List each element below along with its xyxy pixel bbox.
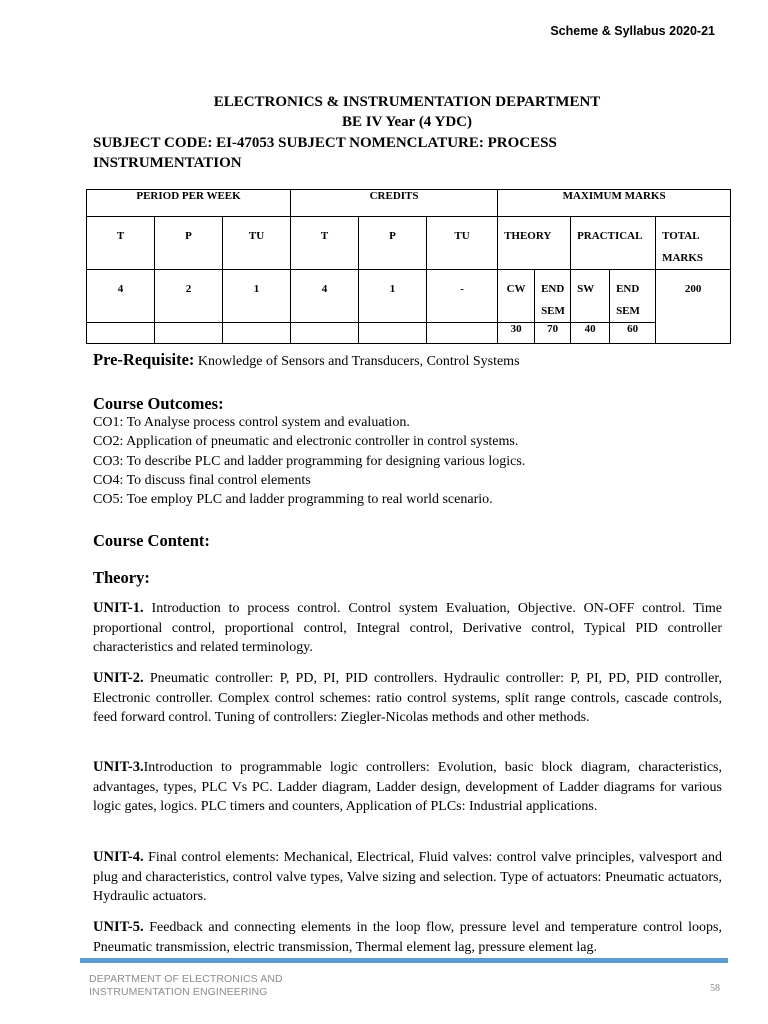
value-practical-end-sem: 60 (610, 323, 656, 344)
course-outcome-item: CO1: To Analyse process control system and evaluation. (93, 415, 410, 430)
footer-department (89, 973, 283, 999)
label-theory-end-sem: END SEM (535, 270, 571, 323)
header-maximum-marks: MAXIMUM MARKS (498, 190, 731, 217)
unit-1-label: UNIT-1. (93, 600, 144, 616)
sub-header-p: P (155, 217, 223, 270)
unit-5 (93, 918, 722, 957)
unit-4 (93, 848, 722, 907)
prerequisite (93, 350, 520, 370)
course-outcome-item: CO3: To describe PLC and ladder programming for designing various logics. (93, 454, 526, 469)
sub-header-t: T (87, 217, 155, 270)
header-period-per-week: PERIOD PER WEEK (87, 190, 291, 217)
unit-2-label: UNIT-2. (93, 670, 144, 686)
unit-3-text: Introduction to programmable logic controllers: Evolution, basic block diagram, characteristics, advantages, types, PLC Vs PC. Ladder diagram, Ladder design, development of Ladder diagrams for various logic gates, logics. PLC timers and counters, Application of PLCs: Industrial applications. (93, 760, 722, 815)
subject-line-2: INSTRUMENTATION (93, 155, 242, 171)
value-theory-end-sem: 70 (535, 323, 571, 344)
unit-5-label: UNIT-5. (93, 919, 144, 935)
value-period-t: 4 (87, 270, 155, 323)
value-cw: 30 (498, 323, 535, 344)
unit-2 (93, 669, 722, 728)
value-total-marks: 200 (656, 270, 731, 344)
footer-dept-line-2: INSTRUMENTATION ENGINEERING (89, 986, 268, 998)
course-content-title: Course Content: (93, 531, 210, 550)
footer-dept-line-1: DEPARTMENT OF ELECTRONICS AND (89, 973, 283, 985)
unit-4-label: UNIT-4. (93, 849, 144, 865)
unit-3 (93, 758, 722, 817)
footer-rule (80, 958, 728, 963)
label-sw: SW (571, 270, 610, 323)
unit-2-text: Pneumatic controller: P, PD, PI, PID controllers. Hydraulic controller: P, PI, PD, PID controller, Electronic controller. Complex control schemes: ratio control systems, split range controls, cascade controls, feed forward control. Tuning of controllers: Ziegler-Nicolas methods and other methods. (93, 671, 722, 726)
prerequisite-label: Pre-Requisite: (93, 350, 195, 369)
department-title: ELECTRONICS & INSTRUMENTATION DEPARTMENT (213, 94, 601, 110)
value-credit-p: 1 (359, 270, 427, 323)
sub-header-credit-p: P (359, 217, 427, 270)
marks-table (86, 189, 731, 344)
sub-header-credit-tu: TU (427, 217, 498, 270)
sub-header-total-marks: TOTAL MARKS (656, 217, 731, 270)
year-title: BE IV Year (4 YDC) (342, 114, 472, 130)
unit-1-text: Introduction to process control. Control system Evaluation, Objective. ON-OFF control. Time proportional control, proportional control, Integral control, Derivative control, Typical PID controller characteristics and related terminology. (93, 601, 722, 656)
scheme-header: Scheme & Syllabus 2020-21 (550, 24, 715, 38)
header-credits: CREDITS (291, 190, 498, 217)
label-practical-end-sem: END SEM (610, 270, 656, 323)
label-cw: CW (498, 270, 535, 323)
sub-header-theory: THEORY (498, 217, 571, 270)
course-outcome-item: CO4: To discuss final control elements (93, 473, 311, 488)
sub-header-credit-t: T (291, 217, 359, 270)
subject-line-1: SUBJECT CODE: EI-47053 SUBJECT NOMENCLATURE: PROCESS (93, 135, 557, 151)
unit-4-text: Final control elements: Mechanical, Electrical, Fluid valves: control valve principles, valvesport and plug and characteristics, control valve types, Valve sizing and selection. Type of actuators: Pneumatic actuators, Hydraulic actuators. (93, 850, 722, 905)
course-outcomes-title: Course Outcomes: (93, 394, 224, 413)
subject-title (93, 133, 693, 173)
page-number: 58 (710, 983, 720, 994)
prerequisite-text: Knowledge of Sensors and Transducers, Control Systems (194, 354, 520, 369)
value-period-tu: 1 (223, 270, 291, 323)
course-outcome-item: CO2: Application of pneumatic and electronic controller in control systems. (93, 434, 519, 449)
unit-3-label: UNIT-3. (93, 759, 144, 775)
value-period-p: 2 (155, 270, 223, 323)
value-credit-tu: - (427, 270, 498, 323)
value-sw: 40 (571, 323, 610, 344)
theory-title: Theory: (93, 568, 150, 587)
course-outcome-item: CO5: Toe employ PLC and ladder programming to real world scenario. (93, 492, 493, 507)
value-credit-t: 4 (291, 270, 359, 323)
unit-1 (93, 599, 722, 658)
sub-header-practical: PRACTICAL (571, 217, 656, 270)
sub-header-tu: TU (223, 217, 291, 270)
unit-5-text: Feedback and connecting elements in the loop flow, pressure level and temperature control loops, Pneumatic transmission, electric transmission, Thermal element lag, pressure element lag. (93, 920, 722, 955)
